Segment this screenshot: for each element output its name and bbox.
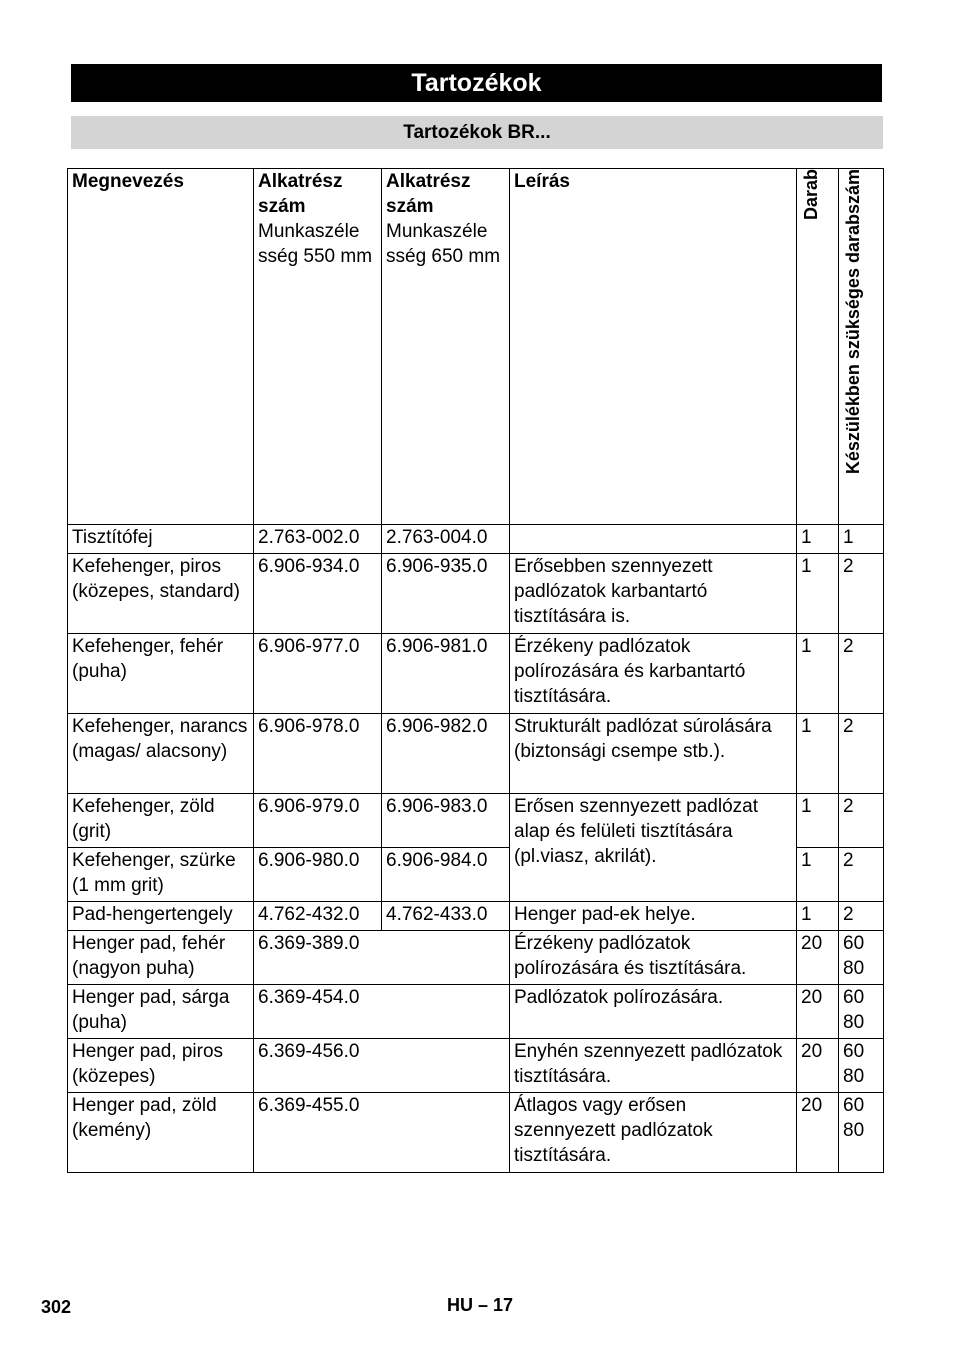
cell-required: 60 80: [839, 1039, 884, 1093]
cell-description: Átlagos vagy erősen szennyezett padlózatok tisztítására.: [510, 1093, 797, 1173]
cell-description: Érzékeny padlózatok polírozására és karbantartó tisztítására.: [510, 634, 797, 714]
cell-quantity: 1: [797, 848, 839, 902]
cell-part-550: 4.762-432.0: [254, 902, 382, 931]
cell-part-650: 4.762-433.0: [382, 902, 510, 931]
cell-part-550: 2.763-002.0: [254, 525, 382, 554]
cell-part-650: 6.906-982.0: [382, 714, 510, 794]
cell-part-650: 6.906-935.0: [382, 554, 510, 634]
cell-required: 2: [839, 634, 884, 714]
header-part-650-label: Alkatrész szám: [386, 171, 471, 217]
cell-required: 2: [839, 794, 884, 848]
cell-name: Kefehenger, narancs (magas/ alacsony): [68, 714, 254, 794]
cell-description: Érzékeny padlózatok polírozására és tisztítására.: [510, 931, 797, 985]
page-footer-section: HU – 17: [447, 1295, 514, 1315]
cell-part-number: 6.369-456.0: [254, 1039, 510, 1093]
cell-name: Henger pad, fehér (nagyon puha): [68, 931, 254, 985]
cell-required: 1: [839, 525, 884, 554]
cell-name: Henger pad, sárga (puha): [68, 985, 254, 1039]
table-row: [68, 1093, 884, 1173]
table-row: [68, 554, 884, 634]
cell-part-number: 6.369-454.0: [254, 985, 510, 1039]
page-title: Tartozékok: [71, 64, 882, 102]
header-part-550: [254, 169, 382, 525]
cell-quantity: 20: [797, 985, 839, 1039]
cell-name: Kefehenger, szürke (1 mm grit): [68, 848, 254, 902]
cell-description: [510, 525, 797, 554]
cell-name: Henger pad, zöld (kemény): [68, 1093, 254, 1173]
cell-part-550: 6.906-934.0: [254, 554, 382, 634]
cell-part-number: 6.369-389.0: [254, 931, 510, 985]
cell-quantity: 1: [797, 634, 839, 714]
header-part-650: [382, 169, 510, 525]
cell-name: Kefehenger, zöld (grit): [68, 794, 254, 848]
cell-part-550: 6.906-979.0: [254, 794, 382, 848]
header-required: [839, 169, 884, 525]
cell-required: 2: [839, 902, 884, 931]
cell-part-550: 6.906-977.0: [254, 634, 382, 714]
cell-name: Henger pad, piros (közepes): [68, 1039, 254, 1093]
cell-part-650: 6.906-981.0: [382, 634, 510, 714]
cell-part-650: 6.906-984.0: [382, 848, 510, 902]
header-part-550-sub: Munkaszéle sség 550 mm: [258, 221, 373, 267]
cell-description: Strukturált padlózat súrolására (biztonsági csempe stb.).: [510, 714, 797, 794]
header-part-650-sub: Munkaszéle sség 650 mm: [386, 221, 501, 267]
table-row: [68, 525, 884, 554]
cell-name: Kefehenger, fehér (puha): [68, 634, 254, 714]
accessories-table: [67, 168, 884, 1173]
cell-part-650: 6.906-983.0: [382, 794, 510, 848]
header-part-550-label: Alkatrész szám: [258, 171, 343, 217]
section-subtitle: Tartozékok BR...: [71, 116, 883, 149]
page-number: 302: [41, 1297, 72, 1317]
header-name: Megnevezés: [68, 169, 254, 525]
table-row: [68, 931, 884, 985]
cell-part-550: 6.906-978.0: [254, 714, 382, 794]
table-header-row: [68, 169, 884, 525]
cell-required: 60 80: [839, 1093, 884, 1173]
cell-quantity: 20: [797, 1093, 839, 1173]
cell-required: 2: [839, 714, 884, 794]
cell-name: Kefehenger, piros (közepes, standard): [68, 554, 254, 634]
header-description: Leírás: [510, 169, 797, 525]
table-row: [68, 985, 884, 1039]
cell-description: Erősen szennyezett padlózat alap és felületi tisztítására (pl.viasz, akrilát).: [510, 794, 797, 902]
cell-quantity: 1: [797, 902, 839, 931]
cell-part-550: 6.906-980.0: [254, 848, 382, 902]
table-row: [68, 634, 884, 714]
cell-quantity: 1: [797, 714, 839, 794]
header-required-label: Készülékben szükséges darabszám: [843, 169, 863, 475]
cell-name: Tisztítófej: [68, 525, 254, 554]
table-row: [68, 1039, 884, 1093]
cell-quantity: 1: [797, 525, 839, 554]
cell-required: 60 80: [839, 931, 884, 985]
header-quantity: [797, 169, 839, 525]
table-row: [68, 794, 884, 848]
cell-quantity: 1: [797, 794, 839, 848]
cell-description: Henger pad-ek helye.: [510, 902, 797, 931]
cell-name: Pad-hengertengely: [68, 902, 254, 931]
cell-description: Enyhén szennyezett padlózatok tisztítására.: [510, 1039, 797, 1093]
cell-description: Padlózatok polírozására.: [510, 985, 797, 1039]
cell-part-650: 2.763-004.0: [382, 525, 510, 554]
cell-quantity: 20: [797, 1039, 839, 1093]
header-quantity-label: Darab: [801, 169, 821, 221]
cell-required: 2: [839, 848, 884, 902]
cell-quantity: 20: [797, 931, 839, 985]
cell-description: Erősebben szennyezett padlózatok karbantartó tisztítására is.: [510, 554, 797, 634]
cell-required: 2: [839, 554, 884, 634]
cell-quantity: 1: [797, 554, 839, 634]
cell-required: 60 80: [839, 985, 884, 1039]
table-row: [68, 902, 884, 931]
table-row: [68, 714, 884, 794]
cell-part-number: 6.369-455.0: [254, 1093, 510, 1173]
